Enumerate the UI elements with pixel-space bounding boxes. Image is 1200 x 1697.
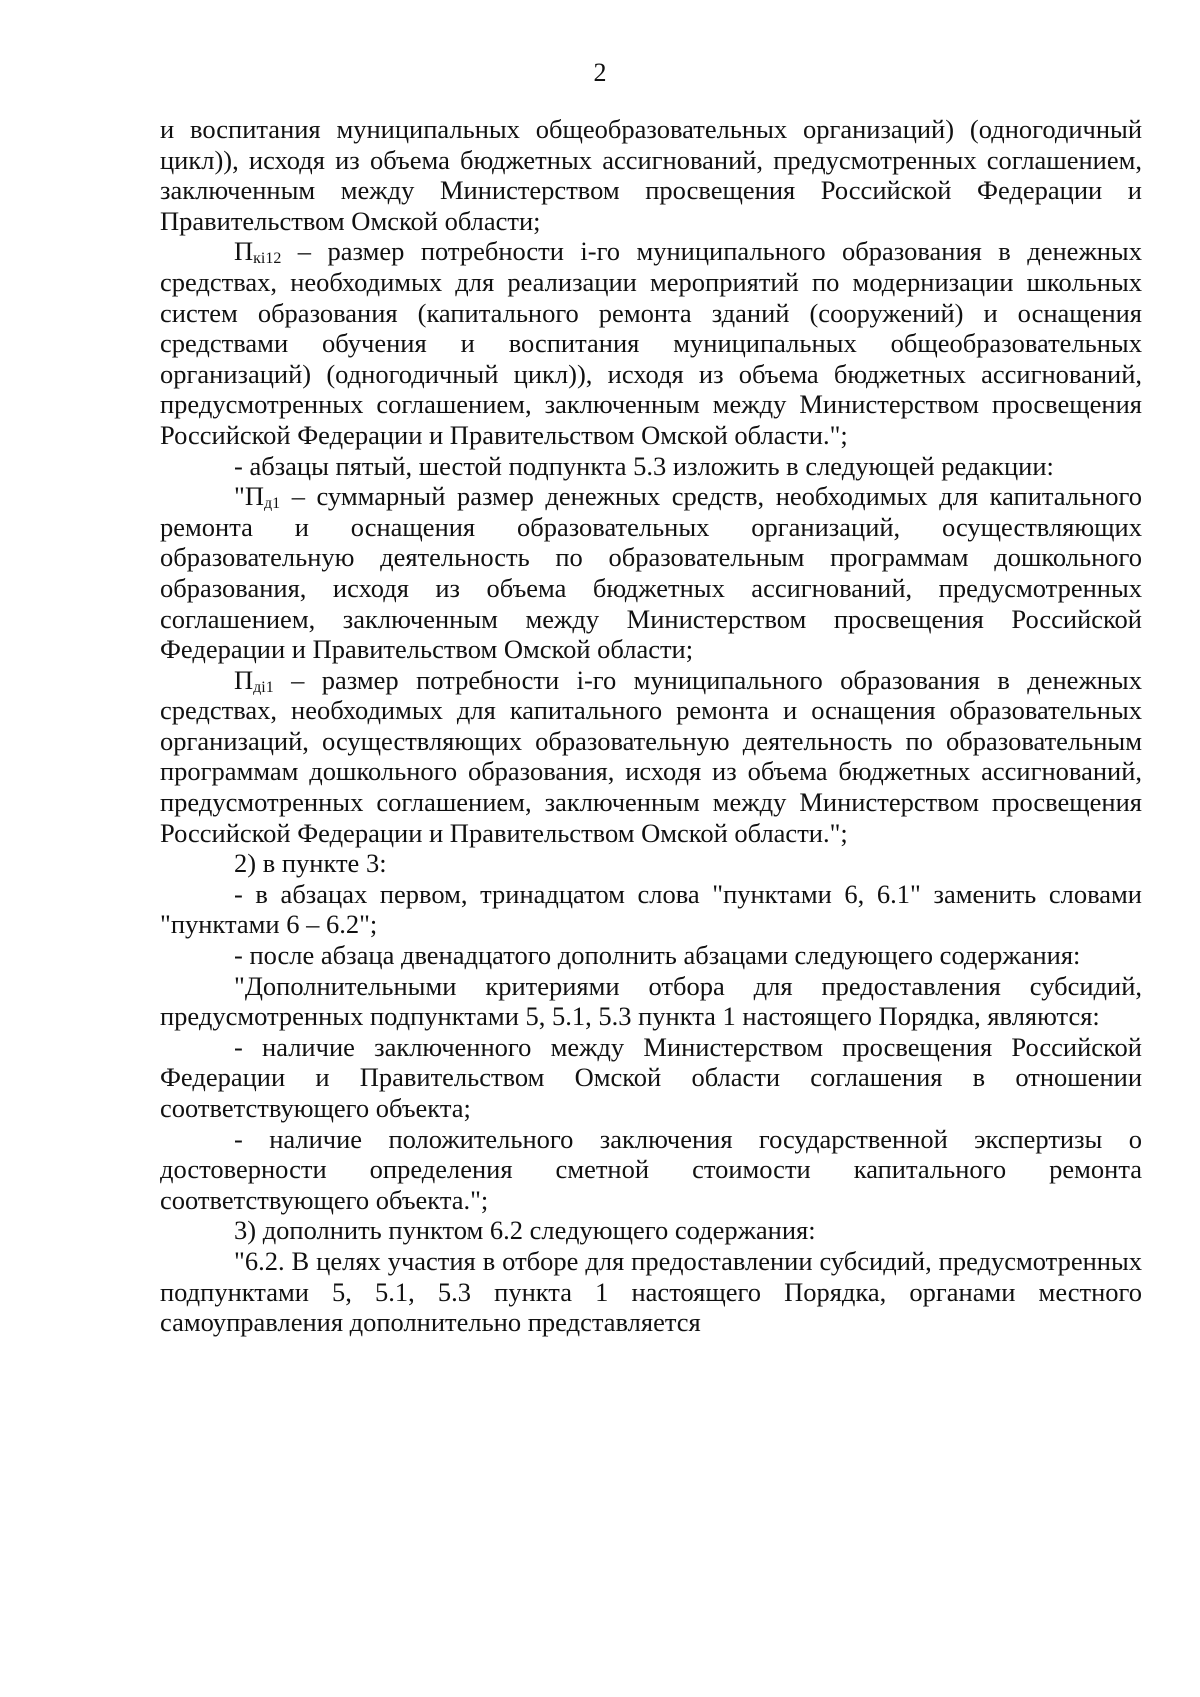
paragraph-text: - в абзацах первом, тринадцатом слова "пунктами 6, 6.1" заменить словами "пунктами 6 – 6.2"; <box>160 878 1142 940</box>
paragraph <box>160 1246 1142 1338</box>
paragraph-text: - наличие положительного заключения государственной экспертизы о достоверности определения сметной стоимости капитального ремонта соответствующего объекта."; <box>160 1123 1142 1215</box>
paragraph <box>160 971 1142 1032</box>
paragraph <box>160 940 1142 971</box>
symbol-letter: П <box>234 664 254 695</box>
quote-mark: " <box>234 481 245 512</box>
formula-symbol <box>234 665 274 695</box>
paragraph-text: - после абзаца двенадцатого дополнить абзацами следующего содержания: <box>234 940 1081 971</box>
paragraph-text: – размер потребности і-го муниципального образования в денежных средствах, необходимых для реализации мероприятий по модернизации школьных систем образования (капитального ремонта зданий (сооружений) и оснащения средствами обучения и воспитания муниципальных общеобразовательных организаций) (одногодичный цикл)), исходя из объема бюджетных ассигнований, предусмотренных соглашением, заключенным между Министерством просвещения Российской Федерации и Правительством Омской области."; <box>160 236 1142 450</box>
paragraph <box>160 879 1142 940</box>
paragraph-text: - наличие заключенного между Министерством просвещения Российской Федерации и Правительством Омской области соглашения в отношении соответствующего объекта; <box>160 1031 1142 1123</box>
paragraph <box>160 481 1142 665</box>
paragraph <box>160 236 1142 450</box>
symbol-subscript: кі12 <box>253 250 282 268</box>
formula-symbol <box>245 481 280 511</box>
paragraph-text: "6.2. В целях участия в отборе для предоставлении субсидий, предусмотренных подпунктами 5, 5.1, 5.3 пункта 1 настоящего Порядка, органами местного самоуправления дополнительно представляется <box>160 1245 1142 1338</box>
paragraph-text: - абзацы пятый, шестой подпункта 5.3 изложить в следующей редакции: <box>234 450 1054 481</box>
paragraph <box>160 1124 1142 1216</box>
symbol-letter: П <box>244 481 264 512</box>
symbol-subscript: ді1 <box>253 678 274 696</box>
document-body <box>160 114 1142 1338</box>
paragraph <box>160 1032 1142 1124</box>
paragraph <box>160 665 1142 849</box>
paragraph <box>160 848 1142 879</box>
formula-symbol <box>234 236 281 266</box>
symbol-letter: П <box>234 236 254 267</box>
page-number: 2 <box>593 58 607 87</box>
paragraph-text: – размер потребности і-го муниципального образования в денежных средствах, необходимых для капитального ремонта и оснащения образовательных организаций, осуществляющих образовательную деятельность по образовательным программам дошкольного образования, исходя из объема бюджетных ассигнований, предусмотренных соглашением, заключенным между Министерством просвещения Российской Федерации и Правительством Омской области."; <box>160 664 1142 848</box>
paragraph-text: – суммарный размер денежных средств, необходимых для капитального ремонта и оснащения образовательных организаций, осуществляющих образовательную деятельность по образовательным программам дошкольного образования, исходя из объема бюджетных ассигнований, предусмотренных соглашением, заключенным между Министерством просвещения Российской Федерации и Правительством Омской области; <box>160 481 1142 665</box>
paragraph-text: 3) дополнить пунктом 6.2 следующего содержания: <box>234 1215 816 1246</box>
symbol-subscript: д1 <box>263 495 281 513</box>
paragraph-text: 2) в пункте 3: <box>234 848 387 879</box>
paragraph <box>160 1215 1142 1246</box>
paragraph <box>160 114 1142 236</box>
paragraph-text: "Дополнительными критериями отбора для предоставления субсидий, предусмотренных подпунктами 5, 5.1, 5.3 пункта 1 настоящего Порядка, являются: <box>160 970 1142 1032</box>
paragraph <box>160 451 1142 482</box>
paragraph-text: и воспитания муниципальных общеобразовательных организаций) (одногодичный цикл)), исходя из объема бюджетных ассигнований, предусмотренных соглашением, заключенным между Министерством просвещения Российской Федерации и Правительством Омской области; <box>160 114 1142 236</box>
